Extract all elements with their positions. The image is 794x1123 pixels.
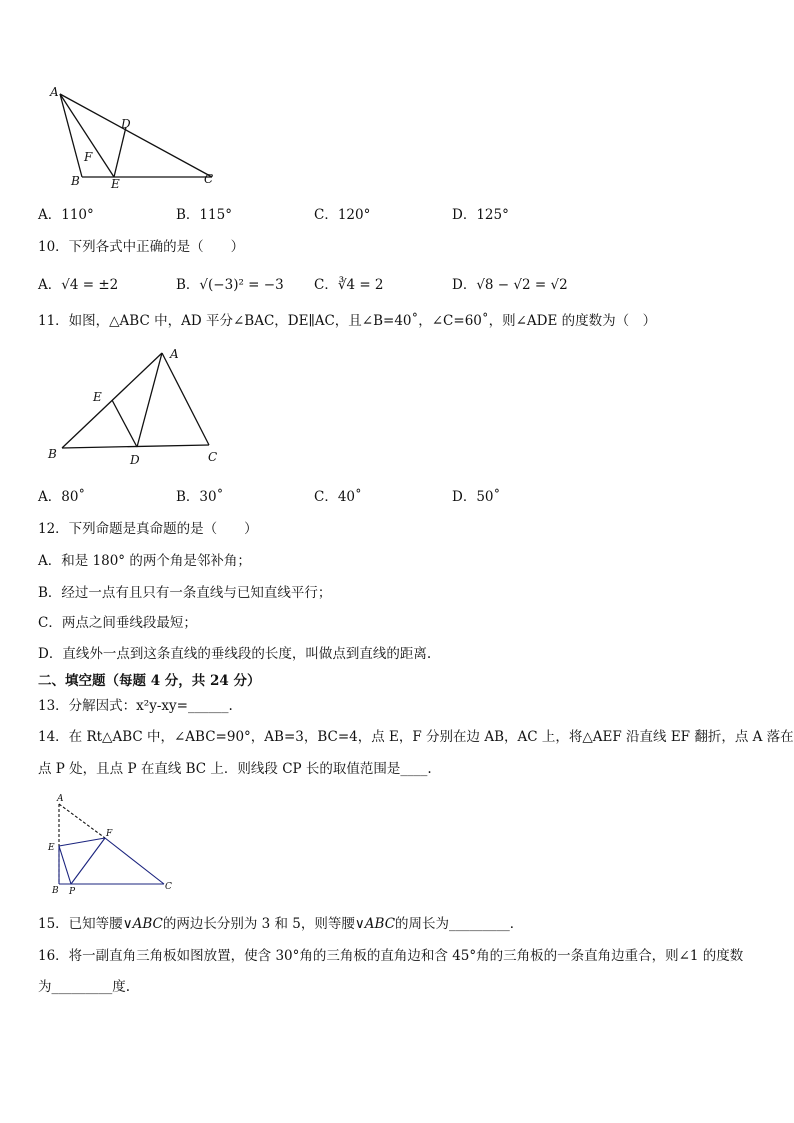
- q12-stem: 12．下列命题是真命题的是（ ）: [38, 521, 258, 537]
- label-P: P: [69, 887, 76, 897]
- q12-option-b: B．经过一点有且只有一条直线与已知直线平行；: [38, 585, 332, 601]
- label-A: A: [50, 85, 59, 99]
- label-B: B: [52, 886, 59, 896]
- q9-option-a: A．110°: [38, 207, 94, 223]
- section-heading: 二、填空题（每题 4 分，共 24 分）: [38, 673, 261, 689]
- q14-figure: [42, 790, 182, 900]
- q10-option-d-letter: D．: [452, 277, 477, 293]
- q10-option-c: [314, 276, 384, 294]
- q10-option-c-letter: C．: [314, 277, 338, 293]
- q10-option-a: [38, 276, 118, 294]
- label-E: E: [48, 843, 55, 853]
- q9-option-c: C．120°: [314, 207, 371, 223]
- label-C: C: [204, 172, 214, 186]
- label-B: B: [48, 447, 57, 461]
- q10-option-b: [176, 276, 284, 294]
- q15-triangle-2: ∨ABC: [354, 916, 396, 932]
- label-C: C: [208, 450, 218, 464]
- q11-figure: [42, 340, 232, 470]
- q15-post: 的周长为_________．: [395, 916, 524, 932]
- q9-figure: [40, 82, 230, 192]
- q10-option-d-math: √8 − √2 = √2: [476, 277, 568, 293]
- label-E: E: [111, 177, 120, 191]
- q9-option-d: D．125°: [452, 207, 509, 223]
- q15-pre: 15．已知等腰: [38, 916, 123, 932]
- label-F: F: [84, 150, 93, 164]
- q15-triangle-1: ∨ABC: [122, 916, 163, 932]
- q10-option-a-math: √4 = ±2: [61, 277, 119, 293]
- q15-mid: 的两边长分别为 3 和 5，则等腰: [162, 916, 355, 932]
- q10-option-d: [452, 276, 568, 294]
- q15-text: [38, 915, 523, 933]
- label-D: D: [121, 117, 131, 131]
- label-D: D: [130, 453, 140, 467]
- q11-option-d: D．50˚: [452, 489, 501, 505]
- q10-option-b-letter: B．: [176, 277, 200, 293]
- q12-option-d: D．直线外一点到这条直线的垂线段的长度，叫做点到直线的距离.: [38, 646, 432, 662]
- q10-option-b-math: √(−3)² = −3: [199, 277, 284, 293]
- label-A: A: [170, 347, 179, 361]
- q12-option-c: C．两点之间垂线段最短；: [38, 615, 197, 631]
- label-E: E: [93, 390, 102, 404]
- q14-line1: 14．在 Rt△ABC 中，∠ABC=90°，AB=3，BC=4，点 E，F 分别在边 AB，AC 上，将△AEF 沿直线 EF 翻折，点 A 落在: [38, 729, 794, 745]
- q11-stem: 11．如图，△ABC 中，AD 平分∠BAC，DE∥AC，且∠B=40˚，∠C=60˚，则∠ADE 的度数为（ ）: [38, 313, 657, 329]
- label-B: B: [71, 174, 80, 188]
- q10-option-c-math: ∛4 = 2: [337, 277, 384, 293]
- q11-option-a: A．80˚: [38, 489, 86, 505]
- label-A: A: [57, 794, 64, 804]
- q10-option-a-letter: A．: [38, 277, 62, 293]
- q11-option-c: C．40˚: [314, 489, 362, 505]
- q12-option-a: A．和是 180° 的两个角是邻补角；: [38, 553, 251, 569]
- q10-stem: 10．下列各式中正确的是（ ）: [38, 239, 245, 255]
- q14-line2: 点 P 处，且点 P 在直线 BC 上．则线段 CP 长的取值范围是____.: [38, 761, 432, 777]
- label-C: C: [165, 882, 172, 892]
- label-F: F: [106, 829, 113, 839]
- q11-option-b: B．30˚: [176, 489, 224, 505]
- q13-text: 13．分解因式：x²y-xy=______.: [38, 698, 233, 714]
- q16-line1: 16．将一副直角三角板如图放置，使含 30°角的三角板的直角边和含 45°角的三角板的一条直角边重合，则∠1 的度数: [38, 948, 744, 964]
- q16-line2: 为_________度.: [38, 979, 131, 995]
- q9-option-b: B．115°: [176, 207, 232, 223]
